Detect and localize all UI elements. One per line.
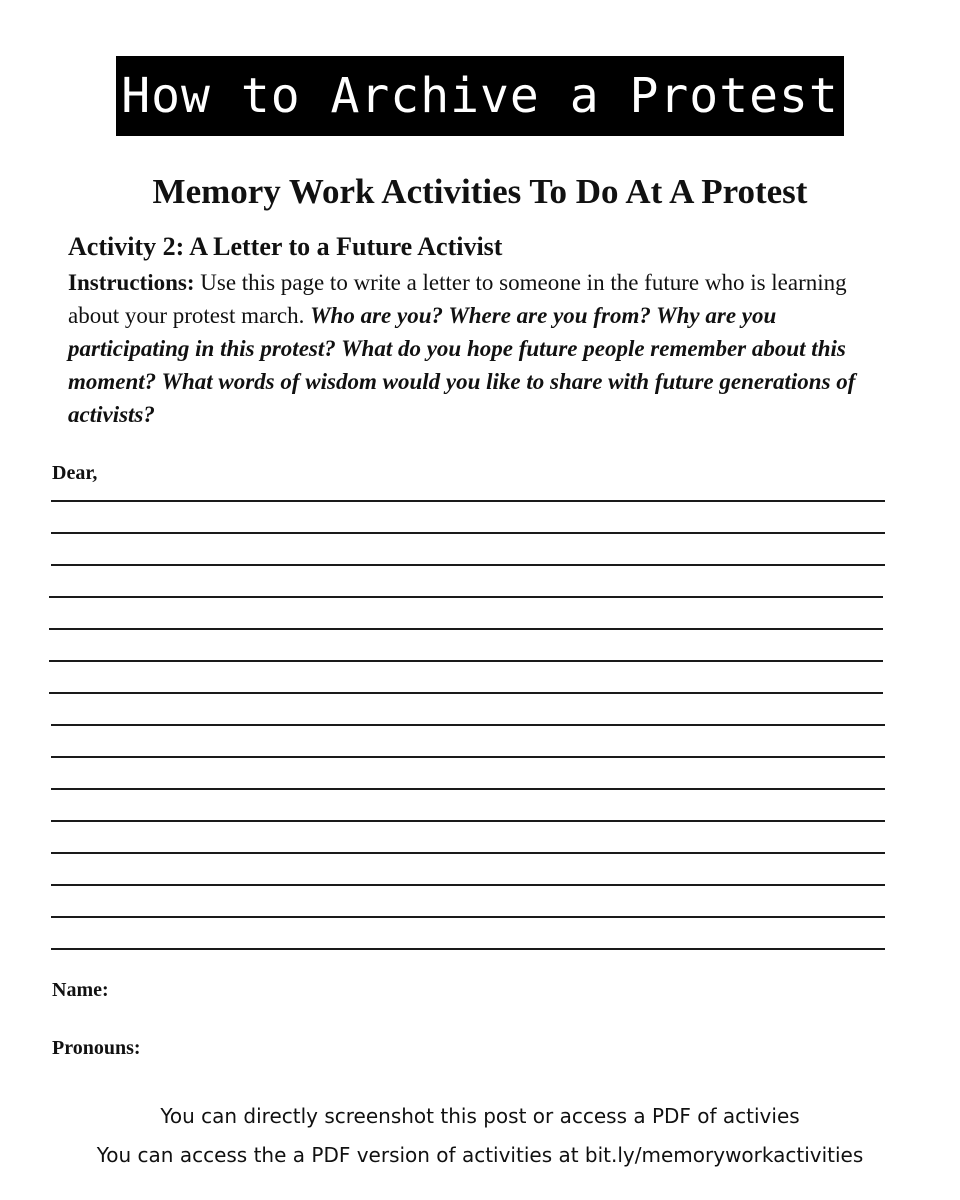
- writing-line[interactable]: [51, 564, 885, 566]
- activity-title: Activity 2: A Letter to a Future Activist: [68, 232, 503, 261]
- instructions-label: Instructions:: [68, 270, 195, 295]
- letter-salutation: Dear,: [52, 462, 98, 484]
- writing-line[interactable]: [51, 884, 885, 886]
- writing-line[interactable]: [51, 948, 885, 950]
- title-banner: [116, 56, 844, 136]
- writing-line[interactable]: [51, 724, 885, 726]
- page-subtitle: Memory Work Activities To Do At A Protest: [152, 172, 808, 211]
- banner-title: How to Archive a Protest: [121, 68, 839, 124]
- writing-line[interactable]: [49, 628, 883, 630]
- writing-line[interactable]: [51, 756, 885, 758]
- writing-line[interactable]: [49, 596, 883, 598]
- writing-line[interactable]: [51, 788, 885, 790]
- writing-line[interactable]: [49, 660, 883, 662]
- pronouns-label: Pronouns:: [52, 1037, 141, 1059]
- writing-line[interactable]: [51, 852, 885, 854]
- instructions-questions: Who are you? Where are you from? Why are you participating in this protest? What do you hope future people remember about this moment? What words of wisdom would you like to share with future generations of activists?: [68, 303, 856, 427]
- writing-line[interactable]: [51, 820, 885, 822]
- instructions-paragraph: [68, 266, 898, 431]
- writing-line[interactable]: [51, 500, 885, 502]
- instructions-text: Use this page to write a letter to someone in the future who is learning about your protest march.: [68, 270, 847, 328]
- name-label: Name:: [52, 979, 109, 1001]
- footer-note-pdf-link: You can access the a PDF version of activities at bit.ly/memoryworkactivities: [96, 1143, 864, 1167]
- writing-line[interactable]: [51, 532, 885, 534]
- writing-line[interactable]: [49, 692, 883, 694]
- footer-note-screenshot: You can directly screenshot this post or access a PDF of activies: [160, 1104, 800, 1128]
- writing-line[interactable]: [51, 916, 885, 918]
